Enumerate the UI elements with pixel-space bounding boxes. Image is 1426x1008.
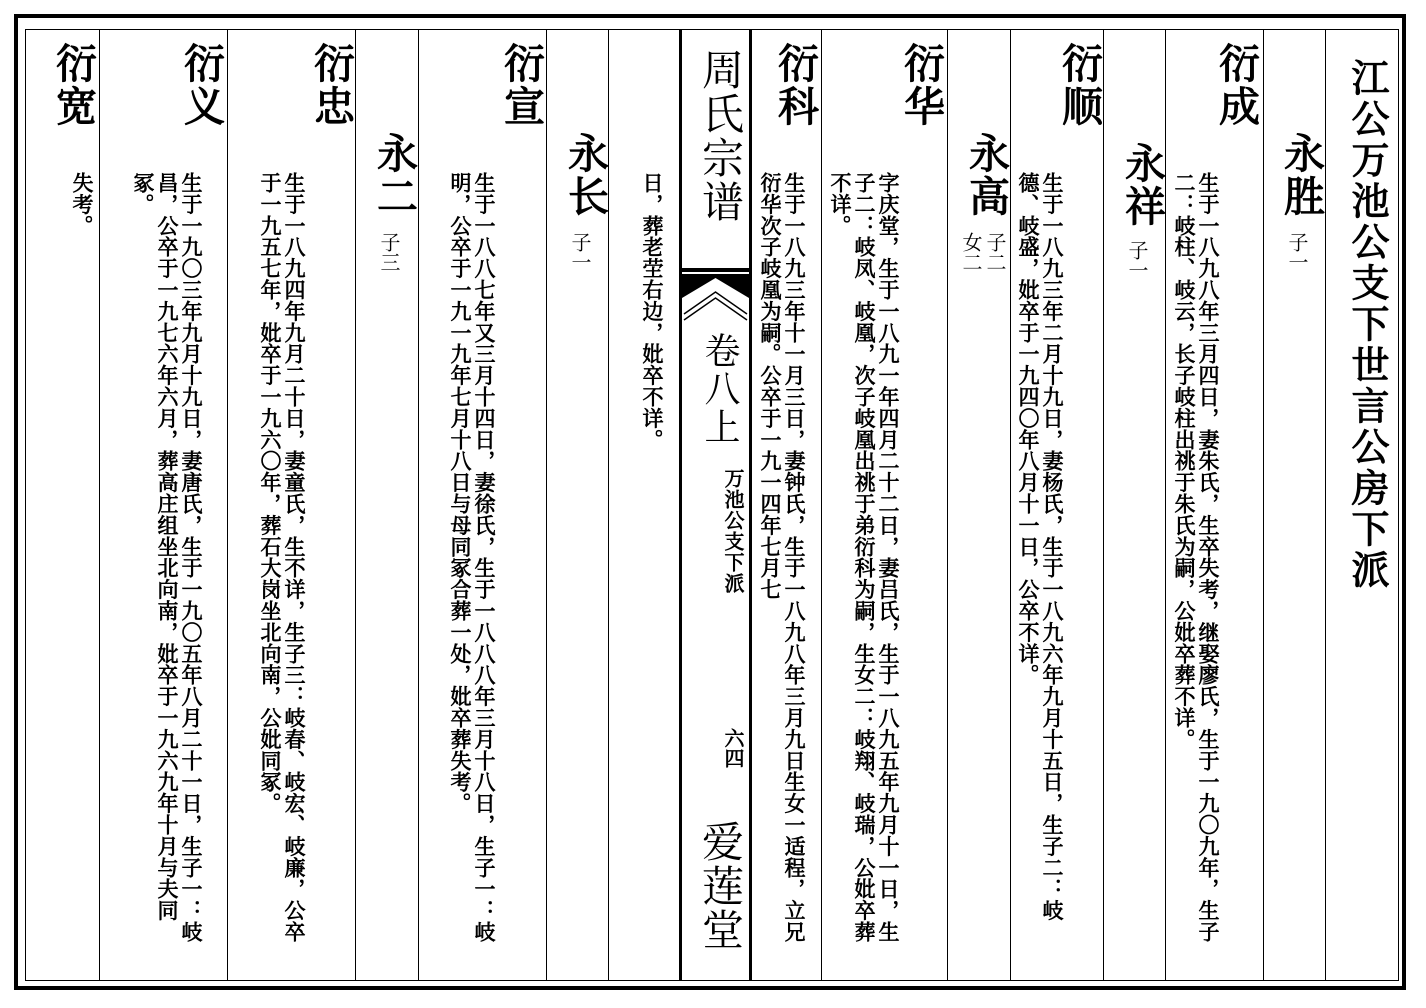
entry-note: 子一 xyxy=(1125,240,1149,280)
page-number: 六四 xyxy=(721,728,745,768)
entry-note: 子一 xyxy=(1285,232,1309,272)
entry-note: 子一 xyxy=(568,232,592,272)
entry-name: 衍忠 xyxy=(307,42,355,128)
entry-name: 永长 xyxy=(561,132,609,218)
column-divider xyxy=(947,30,948,980)
spine-divider-left xyxy=(679,30,682,980)
entry-name: 衍宽 xyxy=(49,42,97,128)
entry-text: 生于一九〇三年九月十九日，妻唐氏，生于一九〇五年八月二十一日，生子一：岐昌，公卒于一九七六年六月，葬高庄组坐北向南，妣卒于一九六九年十月与夫同冢。 xyxy=(131,172,204,943)
entry-name: 永高 xyxy=(962,132,1010,218)
entry-name: 衍科 xyxy=(771,42,819,128)
entry-name: 衍义 xyxy=(177,42,225,128)
entry-name: 永二 xyxy=(370,132,418,218)
column-divider xyxy=(1103,30,1104,980)
entry-text: 生于一八九三年二月十九日，妻杨氏，生于一八九六年九月十五日，生子二：岐德、岐盛，妣卒于一九四〇年八月十一日，公卒不详。 xyxy=(1016,172,1065,921)
entry-text: 字庆堂，生于一八九一年四月二十二日，妻吕氏，生于一八九五年九月十一日，生子二：岐凤、岐凰，次子岐凰出祧于弟衍科为嗣，生女二：岐翔、岐瑞，公妣卒葬不详。 xyxy=(828,172,901,943)
column-divider xyxy=(227,30,228,980)
page-header-title: 江公万池公支下世言公房下派 xyxy=(1345,58,1390,591)
entry-text: 失考。 xyxy=(70,172,95,237)
entry-text: 生于一八九三年十一月三日，妻钟氏，生于一八九八年三月九日生女一适程，立兄衍华次子岐凰为嗣。公卒于一九一四年七月七 xyxy=(758,172,807,943)
entry-name: 衍成 xyxy=(1212,42,1260,128)
entry-note: 子二 xyxy=(983,232,1007,272)
entry-note: 子三 xyxy=(377,232,401,272)
column-divider xyxy=(355,30,356,980)
entry-name: 永胜 xyxy=(1277,132,1325,218)
branch-label: 万池公支下派 xyxy=(721,468,745,594)
column-divider xyxy=(821,30,822,980)
entry-name: 永祥 xyxy=(1118,142,1166,228)
entry-name: 衍顺 xyxy=(1055,42,1103,128)
column-divider xyxy=(546,30,547,980)
hall-name: 爱莲堂 xyxy=(696,820,745,952)
entry-text: 生于一八八七年又三月十四日，妻徐氏，生于一八八八年三月十八日，生子一：岐明，公卒于一九一九年七月十八日与母同冢合葬一处，妣卒葬失考。 xyxy=(448,172,497,943)
entry-name: 衍宣 xyxy=(497,42,545,128)
fishtail-marker xyxy=(682,268,749,330)
book-title: 周氏宗谱 xyxy=(696,48,745,224)
column-divider xyxy=(1263,30,1264,980)
entry-name: 衍华 xyxy=(897,42,945,128)
entry-text: 生于一八九四年九月二十日，妻童氏，生不详，生子三：岐春、岐宏、岐廉，公卒于一九五七年，妣卒于一九六〇年，葬石大岗坐北向南，公妣同冢。 xyxy=(258,172,307,943)
entry-note: 女二 xyxy=(959,232,983,272)
volume-label: 卷八上 xyxy=(699,332,740,446)
entry-text: 生于一八九八年三月四日，妻朱氏，生卒失考，继娶廖氏，生于一九〇九年，生子二：岐柱、岐云，长子岐柱出祧于朱氏为嗣，公妣卒葬不详。 xyxy=(1172,172,1221,943)
column-divider xyxy=(99,30,100,980)
entry-text-continued: 日，葬老茔右边，妣卒不详。 xyxy=(640,172,665,451)
